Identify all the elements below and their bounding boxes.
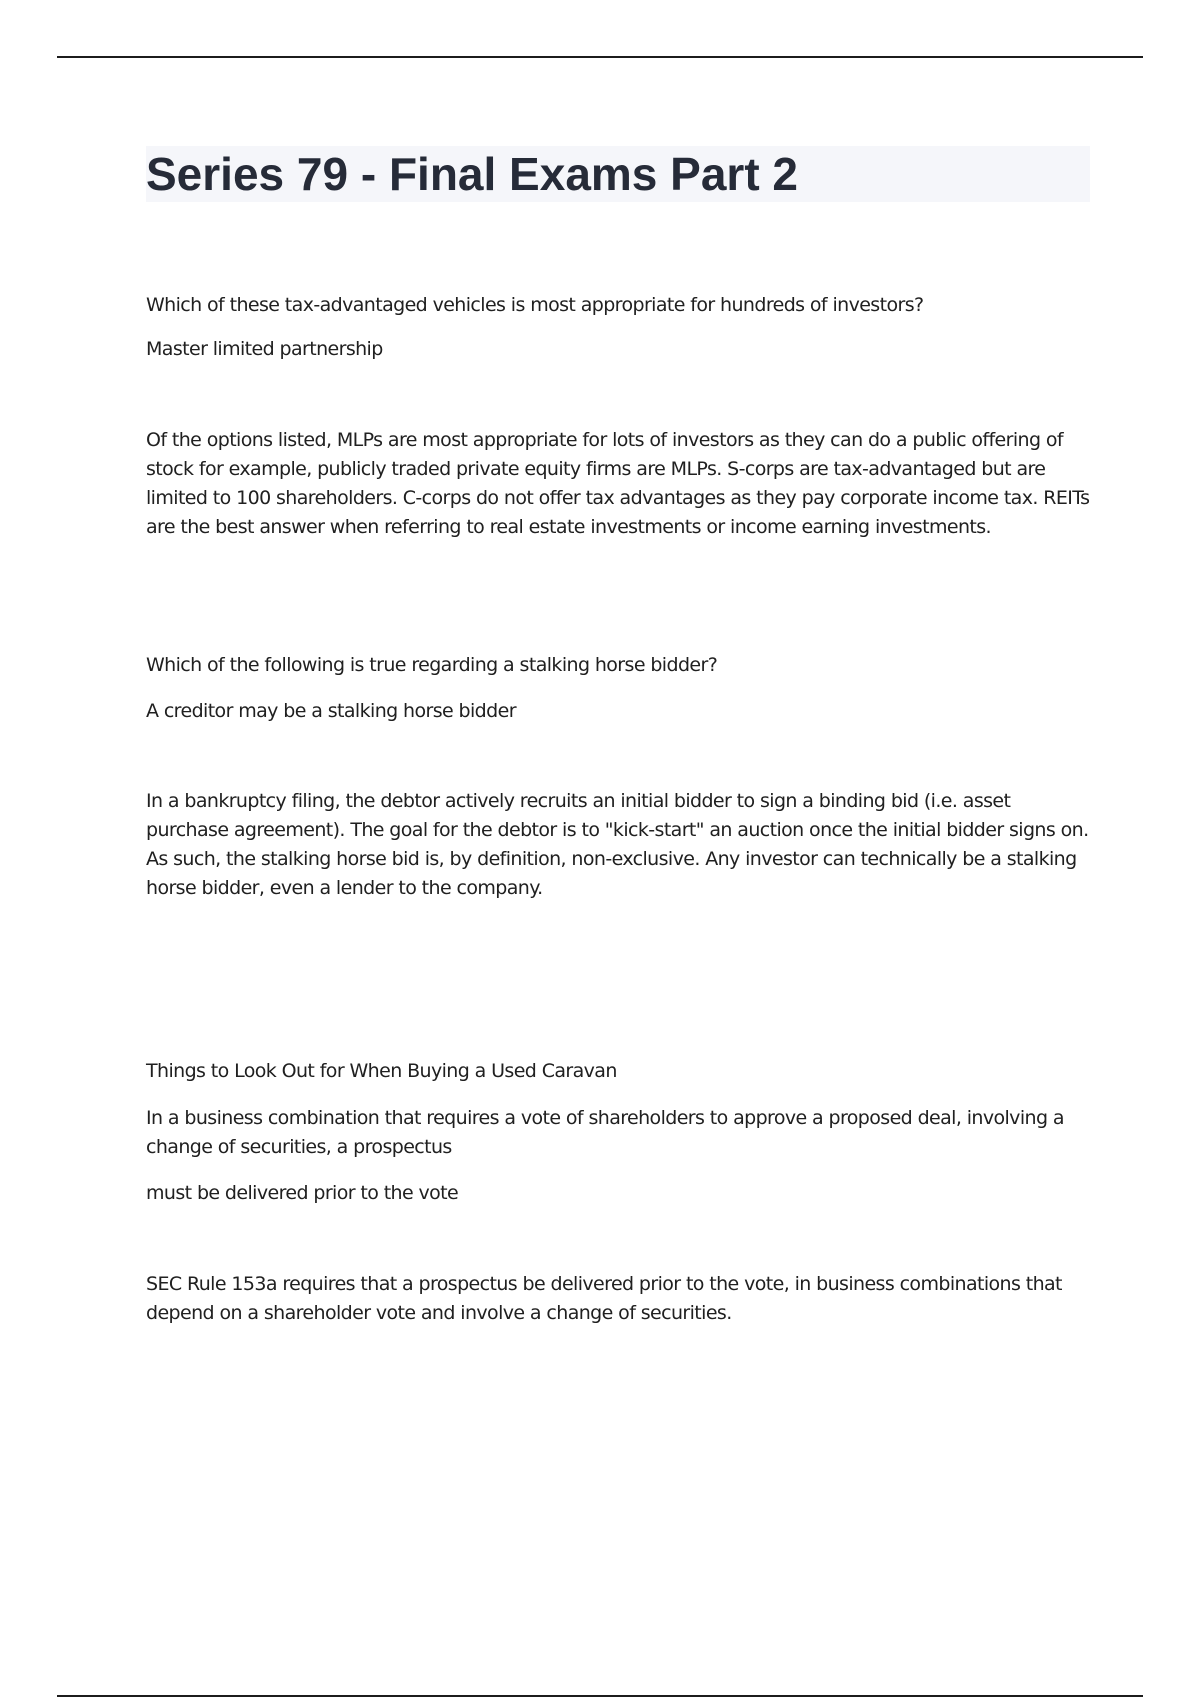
answer-1: Master limited partnership — [146, 338, 383, 360]
question-3: In a business combination that requires a vote of shareholders to approve a proposed deal, involving a change of securities, a prospectus — [146, 1107, 1064, 1158]
answer-3: must be delivered prior to the vote — [146, 1182, 459, 1204]
question-2: Which of the following is true regarding a stalking horse bidder? — [146, 654, 718, 676]
footer-rule — [57, 1695, 1143, 1697]
page-title: Series 79 - Final Exams Part 2 — [146, 148, 799, 200]
explanation-2: In a bankruptcy filing, the debtor actively recruits an initial bidder to sign a binding bid (i.e. asset purchase agreement). The goal for the debtor is to "kick-start" an auction once the initial bidder signs on. As such, the stalking horse bid is, by definition, non-exclusive. Any investor can technically be a stalking horse bidder, even a lender to the company. — [146, 790, 1089, 899]
answer-2: A creditor may be a stalking horse bidder — [146, 700, 516, 722]
explanation-1: Of the options listed, MLPs are most appropriate for lots of investors as they can do a public offering of stock for example, publicly traded private equity firms are MLPs. S-corps are tax-advantaged but are limited to 100 shareholders. C-corps do not offer tax advantages as they pay corporate income tax. REITs are the best answer when referring to real estate investments or income earning investments. — [146, 429, 1090, 538]
header-rule — [57, 56, 1143, 58]
explanation-3: SEC Rule 153a requires that a prospectus be delivered prior to the vote, in business combinations that depend on a shareholder vote and involve a change of securities. — [146, 1273, 1062, 1324]
section-heading: Things to Look Out for When Buying a Used Caravan — [146, 1060, 617, 1082]
question-1: Which of these tax-advantaged vehicles is most appropriate for hundreds of investors? — [146, 294, 924, 316]
